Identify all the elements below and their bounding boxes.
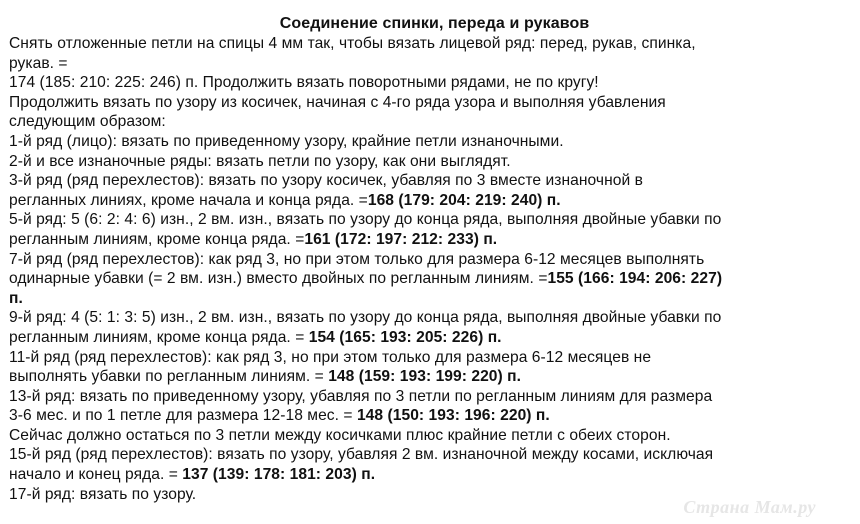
stitch-count: 155 (166: 194: 206: 227) [547, 270, 723, 288]
stitch-count: 137 (139: 178: 181: 203) п. [177, 466, 376, 484]
text-line [9, 465, 854, 485]
stitch-count: 154 (165: 193: 205: 226) п. [304, 328, 502, 346]
text-line-regular: 5-й ряд: 5 (6: 2: 4: 6) изн., 2 вм. изн., вязать по узору до конца ряда, выполняя двойные убавки по [9, 211, 722, 229]
text-line [9, 367, 854, 387]
text-line-regular: 2-й и все изнаночные ряды: вязать петли по узору, как они выглядят. [9, 152, 511, 170]
document [9, 14, 854, 504]
text-line-regular: регланных линиях, кроме начала и конца ряда. = [9, 191, 368, 209]
text-line [9, 250, 854, 270]
text-line-regular: 15-й ряд (ряд перехлестов): вязать по узору, убавляя 2 вм. изнаночной между косами, исключая [9, 446, 714, 464]
text-line [9, 269, 854, 289]
text-line-regular: регланным линиям, кроме конца ряда. = [9, 328, 305, 346]
text-line-regular: 3-й ряд (ряд перехлестов): вязать по узору косичек, убавляя по 3 вместе изнаночной в [9, 172, 643, 190]
document-body [9, 34, 854, 504]
text-line [9, 34, 854, 54]
stitch-count: 148 (159: 193: 199: 220) п. [323, 368, 522, 386]
text-line [9, 54, 854, 74]
text-line-regular: 13-й ряд: вязать по приведенному узору, убавляя по 3 петли по регланным линиям для размера [9, 387, 713, 405]
text-line [9, 328, 854, 348]
text-line-regular: 3-6 мес. и по 1 петле для размера 12-18 мес. = [9, 407, 353, 425]
text-line [9, 112, 854, 132]
text-line [9, 73, 854, 93]
text-line-regular: 11-й ряд (ряд перехлестов): как ряд 3, но при этом только для размера 6-12 месяцев не [9, 348, 652, 366]
text-line [9, 387, 854, 407]
stitch-count: 148 (150: 193: 196: 220) п. [352, 407, 550, 425]
text-line-regular: 9-й ряд: 4 (5: 1: 3: 5) изн., 2 вм. изн., вязать по узору до конца ряда, выполняя двойные убавки по [9, 309, 722, 327]
text-line-regular: следующим образом: [9, 113, 166, 131]
text-line [9, 210, 854, 230]
text-line [9, 426, 854, 446]
text-line [9, 289, 854, 309]
section-title: Соединение спинки, переда и рукавов [279, 15, 590, 32]
text-line-regular: Снять отложенные петли на спицы 4 мм так, чтобы вязать лицевой ряд: перед, рукав, спинка, [9, 35, 696, 52]
text-line [9, 348, 854, 368]
text-line-regular: 17-й ряд: вязать по узору. [9, 485, 197, 503]
text-line [9, 406, 854, 426]
text-line-regular: Сейчас должно остаться по 3 петли между косичками плюс крайние петли с обеих сторон. [9, 426, 671, 444]
stitch-count: 161 (172: 197: 212: 233) п. [304, 230, 498, 248]
text-line [9, 191, 854, 211]
text-line-regular: выполнять убавки по регланным линиям. = [9, 368, 324, 386]
stitch-count: 168 (179: 204: 219: 240) п. [367, 191, 561, 209]
stitch-count: п. [9, 289, 23, 307]
text-line-regular: 1-й ряд (лицо): вязать по приведенному узору, крайние петли изнаночными. [9, 132, 564, 150]
text-line [9, 132, 854, 152]
text-line [9, 93, 854, 113]
text-line-regular: 174 (185: 210: 225: 246) п. Продолжить вязать поворотными рядами, не по кругу! [9, 74, 599, 92]
text-line-regular: Продолжить вязать по узору из косичек, начиная с 4-го ряда узора и выполняя убавления [9, 93, 666, 111]
watermark-logo: Страна Мам.ру [683, 497, 816, 517]
text-line-regular: регланным линиям, кроме конца ряда. = [9, 230, 305, 248]
text-line [9, 445, 854, 465]
text-line [9, 308, 854, 328]
text-line-regular: 7-й ряд (ряд перехлестов): как ряд 3, но при этом только для размера 6-12 месяцев выполнять [9, 250, 705, 268]
text-line [9, 152, 854, 172]
text-line-regular: одинарные убавки (= 2 вм. изн.) вместо двойных по регланным линиям. = [9, 270, 548, 288]
text-line [9, 171, 854, 191]
text-line-regular: рукав. = [9, 54, 68, 72]
text-line [9, 230, 854, 250]
text-line-regular: начало и конец ряда. = [9, 466, 178, 484]
